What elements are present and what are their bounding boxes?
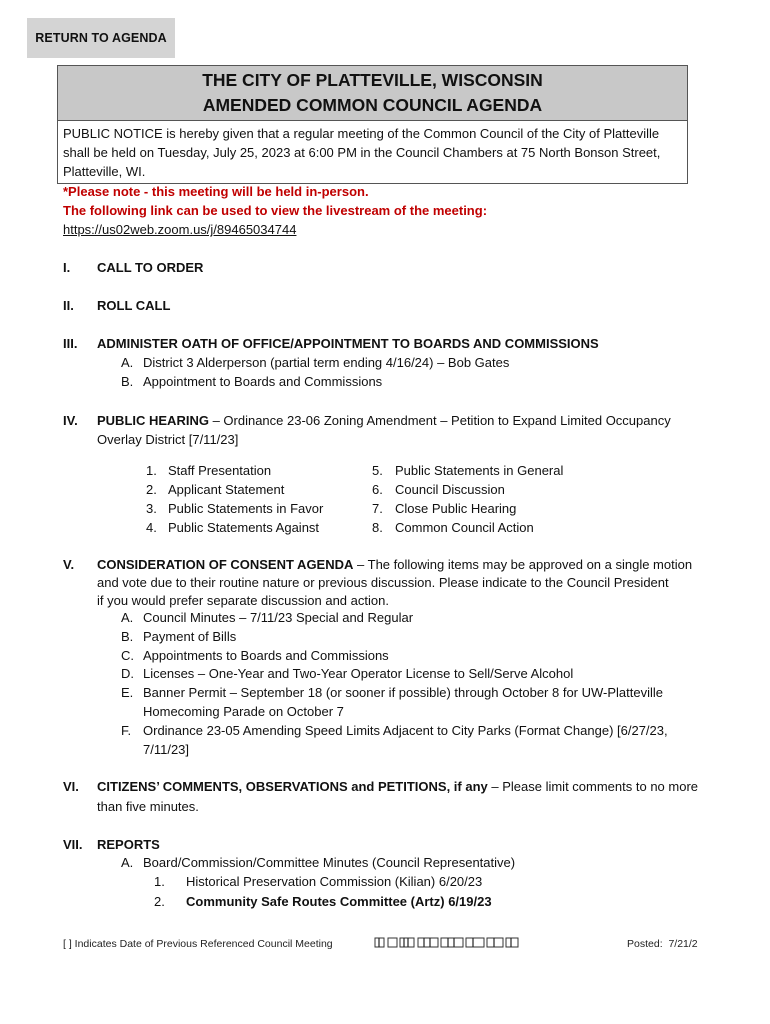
reports-2-text: Community Safe Routes Committee (Artz) 6/19/23	[186, 894, 492, 909]
consent-e-text-2: Homecoming Parade on October 7	[143, 704, 344, 719]
hearing-step-5-num: 5.	[372, 463, 383, 478]
item-iii-b-text: Appointment to Boards and Commissions	[143, 374, 383, 389]
reports-1-text: Historical Preservation Commission (Kilian) 6/20/23	[186, 874, 483, 889]
consent-agenda-title: CONSIDERATION OF CONSENT AGENDA	[97, 557, 354, 572]
garbled-footer-mark	[374, 936, 522, 950]
consent-f-letter: F.	[121, 723, 132, 738]
consent-e-text: Banner Permit – September 18 (or sooner if possible) through October 8 for UW-Platteville	[143, 685, 663, 700]
hearing-step-1-num: 1.	[146, 463, 157, 478]
item-iii-number: III.	[63, 336, 78, 351]
hearing-step-1: Staff Presentation	[168, 463, 272, 478]
agenda-header	[57, 65, 688, 121]
consent-agenda-desc-3: if you would prefer separate discussion and action.	[97, 593, 389, 608]
consent-a-letter: A.	[121, 610, 134, 625]
hearing-step-4: Public Statements Against	[168, 520, 320, 535]
livestream-note: The following link can be used to view the livestream of the meeting:	[63, 203, 488, 218]
hearing-step-2: Applicant Statement	[168, 482, 285, 497]
item-vii-number: VII.	[63, 837, 83, 852]
item-iii-a-text: District 3 Alderperson (partial term ending 4/16/24) – Bob Gates	[143, 355, 510, 370]
hearing-step-3-num: 3.	[146, 501, 157, 516]
reports-a-text: Board/Commission/Committee Minutes (Council Representative)	[143, 855, 516, 870]
citizens-comments-desc-2: than five minutes.	[97, 799, 199, 814]
item-vi-number: VI.	[63, 779, 79, 794]
hearing-step-4-num: 4.	[146, 520, 157, 535]
public-hearing-title: PUBLIC HEARING	[97, 413, 209, 428]
hearing-step-8-num: 8.	[372, 520, 383, 535]
public-notice	[57, 120, 688, 184]
hearing-step-5: Public Statements in General	[395, 463, 564, 478]
consent-f-text: Ordinance 23-05 Amending Speed Limits Adjacent to City Parks (Format Change) [6/27/23,	[143, 723, 668, 738]
consent-a-text: Council Minutes – 7/11/23 Special and Regular	[143, 610, 414, 625]
citizens-comments-title: CITIZENS’ COMMENTS, OBSERVATIONS and PETITIONS, if any	[97, 779, 488, 794]
consent-b-text: Payment of Bills	[143, 629, 237, 644]
item-citizens-comments	[97, 777, 698, 796]
item-iv-number: IV.	[63, 413, 78, 428]
posted-label: Posted:	[627, 938, 663, 950]
item-public-hearing	[97, 411, 671, 430]
return-to-agenda-button[interactable]: RETURN TO AGENDA	[27, 18, 175, 58]
item-i-number: I.	[63, 260, 71, 275]
notice-line-2: shall be held on Tuesday, July 25, 2023 at 6:00 PM in the Council Chambers at 75 North Bonson Street,	[63, 145, 661, 160]
public-hearing-desc: – Ordinance 23-06 Zoning Amendment – Petition to Expand Limited Occupancy	[208, 413, 671, 428]
item-iii-a-letter: A.	[121, 355, 134, 370]
hearing-step-2-num: 2.	[146, 482, 157, 497]
footer-legend: [ ] Indicates Date of Previous Referenced Council Meeting	[63, 938, 333, 950]
hearing-step-3: Public Statements in Favor	[168, 501, 324, 516]
item-call-to-order: CALL TO ORDER	[97, 260, 204, 275]
header-agenda-title: AMENDED COMMON COUNCIL AGENDA	[202, 95, 543, 115]
hearing-step-6-num: 6.	[372, 482, 383, 497]
item-iii-b-letter: B.	[121, 374, 134, 389]
item-ii-number: II.	[63, 298, 74, 313]
hearing-step-6: Council Discussion	[395, 482, 505, 497]
hearing-step-7: Close Public Hearing	[395, 501, 517, 516]
hearing-step-8: Common Council Action	[395, 520, 534, 535]
notice-line-3: Platteville, WI.	[63, 164, 146, 179]
reports-2-num: 2.	[154, 894, 165, 909]
notice-line-1: PUBLIC NOTICE is hereby given that a regular meeting of the Common Council of the City of Platteville	[63, 126, 660, 141]
public-hearing-desc-2: Overlay District [7/11/23]	[97, 432, 239, 447]
consent-c-letter: C.	[121, 648, 134, 663]
posted-date	[627, 938, 698, 950]
consent-agenda-desc: – The following items may be approved on a single motion	[353, 557, 693, 572]
hearing-step-7-num: 7.	[372, 501, 383, 516]
consent-f-text-2: 7/11/23]	[143, 742, 190, 757]
consent-d-letter: D.	[121, 666, 134, 681]
consent-b-letter: B.	[121, 629, 134, 644]
item-roll-call: ROLL CALL	[97, 298, 171, 313]
posted-value: 7/21/2	[668, 938, 698, 950]
citizens-comments-desc: – Please limit comments to no more	[487, 779, 699, 794]
item-consent-agenda	[97, 555, 692, 574]
in-person-note: *Please note - this meeting will be held in-person.	[63, 184, 369, 199]
consent-agenda-desc-2: and vote due to their routine nature or previous discussion. Please indicate to the Council President	[97, 575, 669, 590]
reports-1-num: 1.	[154, 874, 165, 889]
header-city-title: THE CITY OF PLATTEVILLE, WISCONSIN	[202, 70, 543, 90]
consent-e-letter: E.	[121, 685, 134, 700]
item-reports: REPORTS	[97, 837, 160, 852]
consent-d-text: Licenses – One-Year and Two-Year Operator License to Sell/Serve Alcohol	[143, 666, 574, 681]
zoom-livestream-link[interactable]: https://us02web.zoom.us/j/89465034744	[63, 222, 297, 237]
consent-c-text: Appointments to Boards and Commissions	[143, 648, 389, 663]
item-oath-of-office: ADMINISTER OATH OF OFFICE/APPOINTMENT TO BOARDS AND COMMISSIONS	[97, 336, 599, 351]
reports-a-letter: A.	[121, 855, 134, 870]
item-v-number: V.	[63, 557, 75, 572]
